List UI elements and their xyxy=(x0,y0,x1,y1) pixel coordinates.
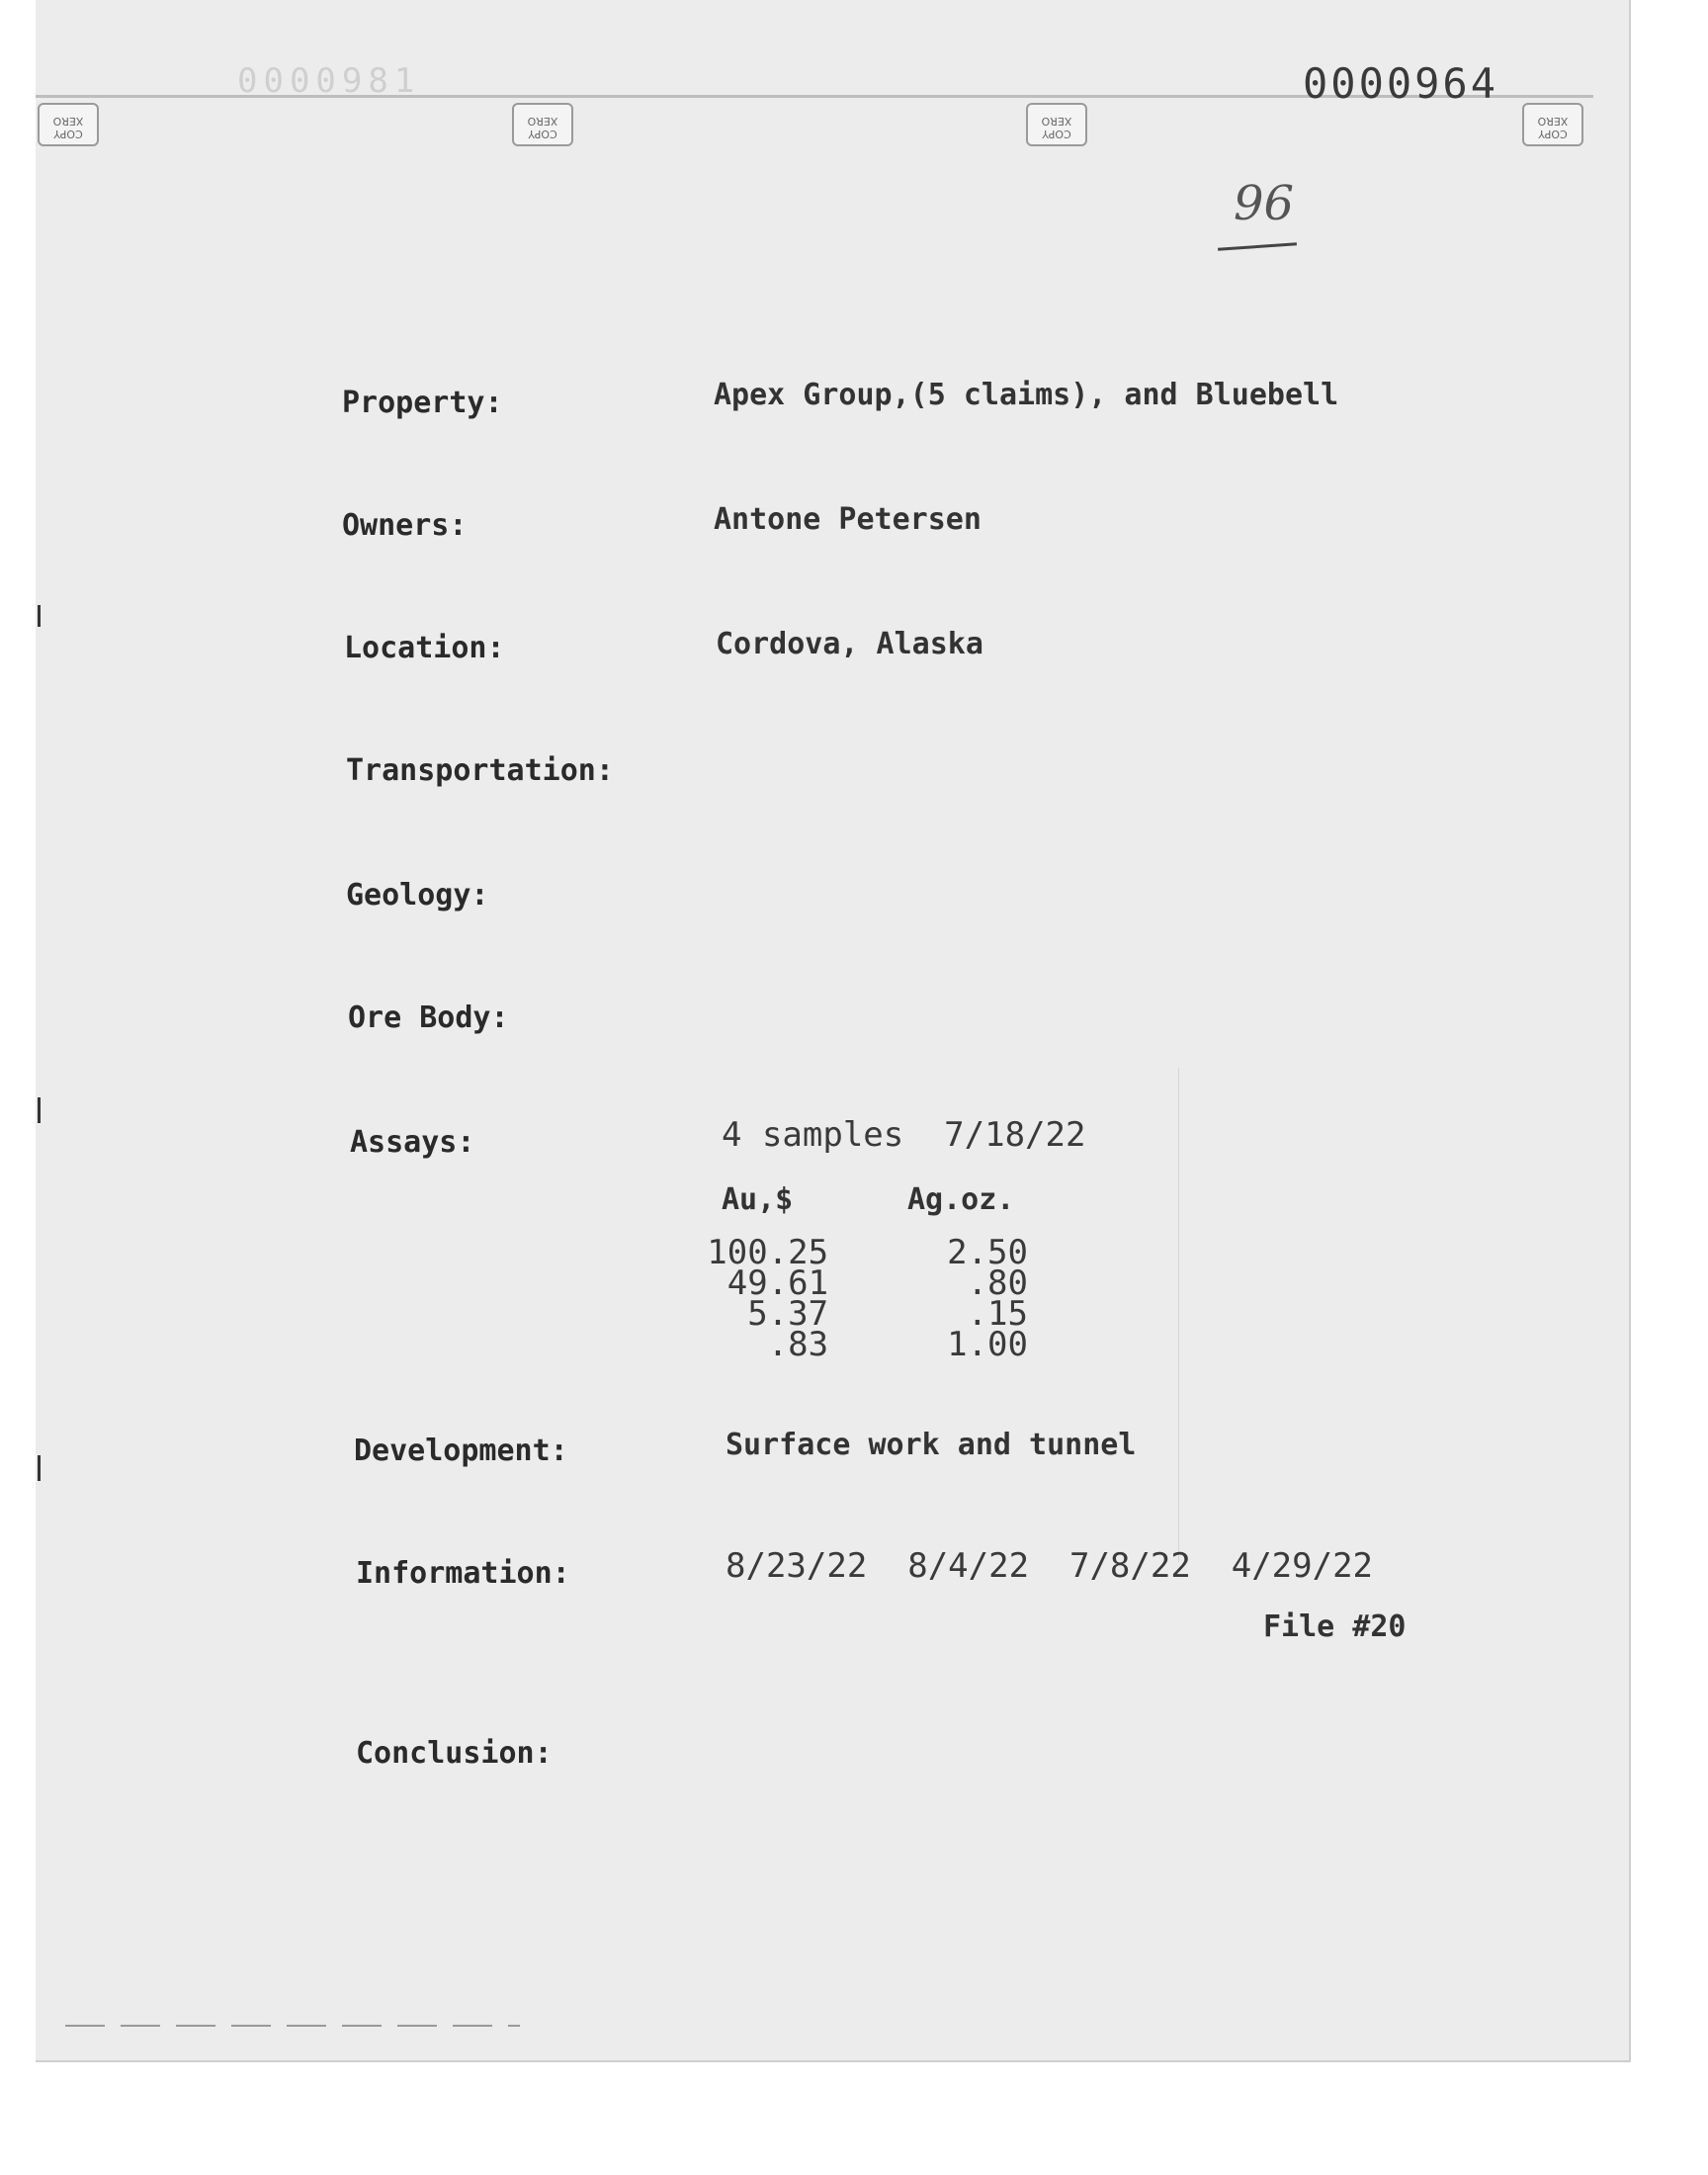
file-reference: File #20 xyxy=(1263,1610,1407,1644)
assay-results-table xyxy=(692,1233,1028,1364)
faint-vertical-rule xyxy=(1178,1068,1179,1562)
document-number: 0000964 xyxy=(1303,59,1499,108)
location-label: Location: xyxy=(344,631,505,665)
ag-value: .80 xyxy=(967,1263,1028,1303)
geology-label: Geology: xyxy=(346,878,489,913)
owners-value: Antone Petersen xyxy=(714,502,982,537)
xero-copy-stamp: COPY XERO xyxy=(38,103,99,146)
development-label: Development: xyxy=(354,1434,568,1468)
au-value: 49.61 xyxy=(726,1263,829,1303)
xero-copy-stamp: COPY XERO xyxy=(512,103,573,146)
bottom-edge-line xyxy=(65,2025,520,2027)
assay-header-ag: Ag.oz. xyxy=(907,1182,1015,1217)
transportation-label: Transportation: xyxy=(346,753,614,788)
information-label: Information: xyxy=(356,1556,570,1591)
ag-value: 2.50 xyxy=(947,1233,1028,1272)
ag-value: .15 xyxy=(967,1294,1028,1334)
binding-mark xyxy=(38,1455,41,1481)
assays-label: Assays: xyxy=(350,1125,475,1160)
xero-copy-stamp: COPY XERO xyxy=(1522,103,1583,146)
au-value: 5.37 xyxy=(747,1294,829,1334)
owners-label: Owners: xyxy=(342,508,468,543)
property-value: Apex Group,(5 claims), and Bluebell xyxy=(714,378,1339,412)
binding-mark xyxy=(38,1097,41,1123)
development-value: Surface work and tunnel xyxy=(726,1428,1137,1462)
handwritten-page-number: 96 xyxy=(1234,176,1295,231)
document-page xyxy=(36,0,1631,2062)
faded-document-number: 0000981 xyxy=(237,61,421,101)
location-value: Cordova, Alaska xyxy=(716,627,983,661)
binding-mark xyxy=(38,605,41,627)
table-row xyxy=(692,1330,1028,1360)
information-dates: 8/23/22 8/4/22 7/8/22 4/29/22 xyxy=(726,1546,1374,1586)
ore-body-label: Ore Body: xyxy=(348,1000,509,1035)
assay-header-au: Au,$ xyxy=(722,1182,794,1217)
property-label: Property: xyxy=(342,386,503,420)
au-value: 100.25 xyxy=(707,1233,829,1272)
xero-copy-stamp: COPY XERO xyxy=(1026,103,1087,146)
au-value: .83 xyxy=(767,1325,829,1364)
assays-samples-value: 4 samples 7/18/22 xyxy=(722,1115,1086,1155)
ag-value: 1.00 xyxy=(947,1325,1028,1364)
conclusion-label: Conclusion: xyxy=(356,1736,553,1771)
